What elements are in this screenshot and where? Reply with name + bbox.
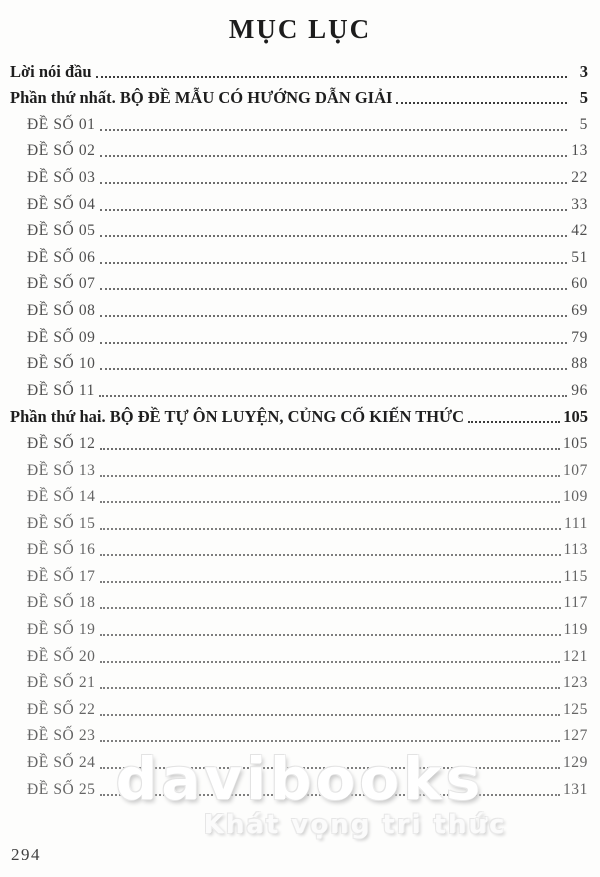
toc-entry-page: 107 — [562, 461, 588, 479]
toc-entry — [10, 614, 588, 641]
toc-entry-label: ĐỀ SỐ 05 — [27, 222, 96, 240]
footer-page-number: 294 — [11, 845, 41, 864]
toc-entry — [10, 774, 588, 801]
toc-entry — [10, 561, 588, 588]
toc-entry — [10, 668, 588, 695]
toc-entry-page: 111 — [564, 514, 588, 532]
toc-dot-leader — [100, 262, 567, 264]
toc-dot-leader — [100, 661, 560, 663]
toc-entry-label: ĐỀ SỐ 03 — [27, 168, 96, 186]
toc-entry-page: 129 — [562, 754, 588, 772]
toc-entry — [10, 588, 588, 615]
toc-dot-leader — [100, 155, 567, 157]
watermark-slogan: Khát vọng tri thức — [203, 810, 507, 840]
toc-entry-label: ĐỀ SỐ 12 — [27, 434, 96, 452]
toc-entry — [10, 162, 588, 189]
toc-dot-leader — [100, 235, 567, 237]
toc-entry — [10, 402, 588, 429]
toc-entry-page: 123 — [562, 674, 588, 692]
toc-entry — [10, 641, 588, 668]
toc-entry — [10, 721, 588, 748]
toc-entry-label: ĐỀ SỐ 08 — [27, 301, 96, 319]
toc-dot-leader — [100, 129, 567, 131]
toc-dot-leader — [100, 475, 560, 477]
page-title: MỤC LỤC — [228, 14, 372, 44]
toc-entry-label: ĐỀ SỐ 13 — [27, 461, 96, 479]
toc-entry-page: 121 — [562, 647, 588, 665]
toc-entry — [10, 455, 588, 482]
toc-entry-page: 115 — [563, 567, 588, 585]
toc-entry — [10, 694, 588, 721]
toc-entry — [10, 375, 588, 402]
toc-entry — [10, 322, 588, 349]
toc-dot-leader — [99, 395, 567, 397]
toc-entry-label: ĐỀ SỐ 15 — [27, 514, 96, 532]
toc-entry-page: 117 — [563, 594, 588, 612]
toc-entry-page: 22 — [571, 168, 588, 186]
toc-entry-label: ĐỀ SỐ 22 — [27, 700, 96, 718]
toc-entry-label: ĐỀ SỐ 10 — [27, 355, 96, 373]
toc-entry-label: Lời nói đầu — [10, 61, 92, 81]
toc-entry-page: 69 — [571, 301, 588, 319]
toc-entry-page: 60 — [571, 275, 588, 293]
toc-dot-leader — [100, 501, 560, 503]
toc-entry — [10, 295, 588, 322]
toc-entry-page: 5 — [579, 88, 588, 108]
toc-dot-leader — [100, 607, 561, 609]
toc-dot-leader — [100, 554, 561, 556]
toc-entry-label: ĐỀ SỐ 04 — [27, 195, 96, 213]
toc-dot-leader — [100, 182, 567, 184]
toc-dot-leader — [100, 315, 567, 317]
toc-dot-leader — [100, 767, 560, 769]
toc-entry-label: ĐỀ SỐ 01 — [27, 115, 96, 133]
toc-entry-label: ĐỀ SỐ 14 — [27, 488, 96, 506]
toc-dot-leader — [100, 448, 560, 450]
toc-entry — [10, 482, 588, 509]
toc-entry-page: 79 — [571, 328, 588, 346]
toc-entry — [10, 216, 588, 243]
toc-entry-label: ĐỀ SỐ 21 — [27, 674, 96, 692]
toc-entry — [10, 136, 588, 163]
toc-entry-page: 3 — [579, 61, 588, 81]
toc-entry-page: 13 — [571, 142, 588, 160]
toc-entry-page: 125 — [562, 700, 588, 718]
toc-entry — [10, 747, 588, 774]
toc-dot-leader — [100, 581, 561, 583]
toc-entry-label: ĐỀ SỐ 19 — [27, 621, 96, 639]
toc-dot-leader — [100, 209, 567, 211]
toc-entry-label: ĐỀ SỐ 11 — [27, 381, 95, 399]
toc-dot-leader — [100, 368, 567, 370]
toc-entry-label: ĐỀ SỐ 02 — [27, 142, 96, 160]
toc-dot-leader — [100, 687, 560, 689]
toc-entry-label: ĐỀ SỐ 18 — [27, 594, 96, 612]
toc-dot-leader — [100, 634, 561, 636]
toc-entry-page: 51 — [571, 248, 588, 266]
toc-dot-leader — [100, 528, 562, 530]
toc-entry — [10, 83, 588, 110]
toc-entry-page: 131 — [562, 780, 588, 798]
toc-dot-leader — [96, 76, 567, 78]
toc-entry — [10, 242, 588, 269]
toc-entry — [10, 508, 588, 535]
toc-entry-label: ĐỀ SỐ 24 — [27, 754, 96, 772]
toc-entry-page: 113 — [563, 541, 588, 559]
toc-list — [10, 56, 588, 801]
toc-entry-label: Phần thứ nhất. BỘ ĐỀ MẪU CÓ HƯỚNG DẪN GIẢI — [10, 88, 393, 108]
toc-entry — [10, 269, 588, 296]
toc-dot-leader — [100, 288, 567, 290]
toc-entry-page: 127 — [562, 727, 588, 745]
toc-entry — [10, 428, 588, 455]
toc-entry-label: ĐỀ SỐ 09 — [27, 328, 96, 346]
toc-dot-leader — [468, 421, 560, 423]
toc-entry-page: 33 — [571, 195, 588, 213]
toc-entry — [10, 535, 588, 562]
toc-dot-leader — [100, 342, 567, 344]
toc-entry — [10, 109, 588, 136]
toc-dot-leader — [100, 740, 560, 742]
toc-entry-label: ĐỀ SỐ 07 — [27, 275, 96, 293]
toc-entry-page: 109 — [562, 488, 588, 506]
toc-dot-leader — [100, 714, 560, 716]
toc-entry-label: Phần thứ hai. BỘ ĐỀ TỰ ÔN LUYỆN, CỦNG CỐ KIẾN THỨC — [10, 407, 465, 427]
toc-entry-page: 88 — [571, 355, 588, 373]
toc-entry-label: ĐỀ SỐ 06 — [27, 248, 96, 266]
toc-entry-label: ĐỀ SỐ 17 — [27, 567, 96, 585]
toc-dot-leader — [100, 794, 560, 796]
toc-entry-label: ĐỀ SỐ 20 — [27, 647, 96, 665]
toc-entry — [10, 349, 588, 376]
toc-entry-page: 105 — [563, 407, 588, 427]
toc-entry-page: 96 — [571, 381, 588, 399]
watermark-brand: davibooks — [115, 745, 485, 813]
toc-entry-page: 5 — [579, 115, 588, 133]
toc-entry-page: 42 — [571, 222, 588, 240]
toc-entry-label: ĐỀ SỐ 16 — [27, 541, 96, 559]
toc-entry — [10, 56, 588, 83]
toc-entry-label: ĐỀ SỐ 23 — [27, 727, 96, 745]
toc-entry — [10, 189, 588, 216]
toc-dot-leader — [396, 102, 567, 104]
toc-entry-label: ĐỀ SỐ 25 — [27, 780, 96, 798]
toc-entry-page: 105 — [562, 434, 588, 452]
toc-entry-page: 119 — [563, 621, 588, 639]
